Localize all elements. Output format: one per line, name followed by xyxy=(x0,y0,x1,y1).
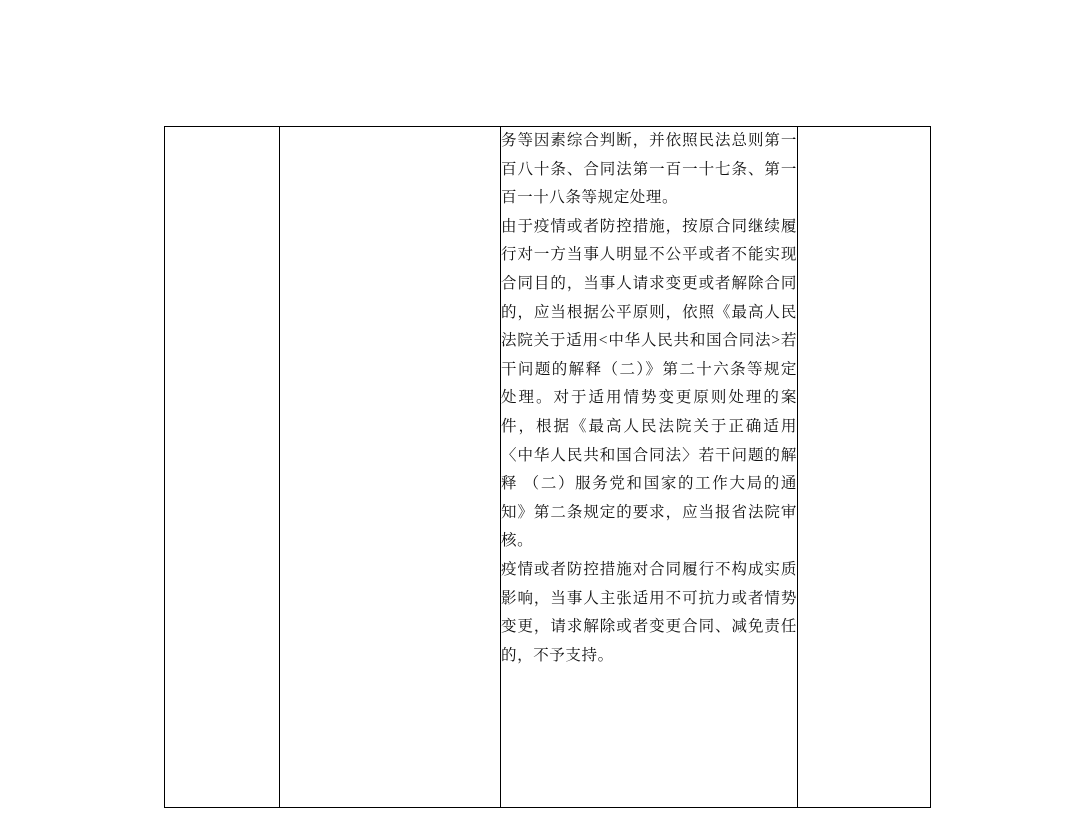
table-cell-content xyxy=(501,127,798,808)
paragraph-1: 务等因素综合判断，并依照民法总则第一百八十条、合同法第一百一十七条、第一百一十八条等规定处理。 xyxy=(501,132,797,207)
table-cell-column-1 xyxy=(165,127,280,808)
table-body xyxy=(165,127,931,808)
paragraph-2: 由于疫情或者防控措施，按原合同继续履行对一方当事人明显不公平或者不能实现合同目的，当事人请求变更或者解除合同的，应当根据公平原则，依照《最高人民法院关于适用<中华人民共和国合同法>若干问题的解释（二）》第二十六条等规定处理。对于适用情势变更原则处理的案件，根据《最高人民法院关于正确适用〈中华人民共和国合同法〉若干问题的解释 （二）服务党和国家的工作大局的通知》第二条规定的要求，应当报省法院审核。 xyxy=(501,217,797,550)
table-row xyxy=(165,127,931,808)
document-table xyxy=(164,126,931,808)
paragraph-3: 疫情或者防控措施对合同履行不构成实质影响，当事人主张适用不可抗力或者情势变更，请求解除或者变更合同、减免责任的，不予支持。 xyxy=(501,560,797,664)
table-cell-column-4 xyxy=(798,127,931,808)
table-cell-column-2 xyxy=(280,127,501,808)
